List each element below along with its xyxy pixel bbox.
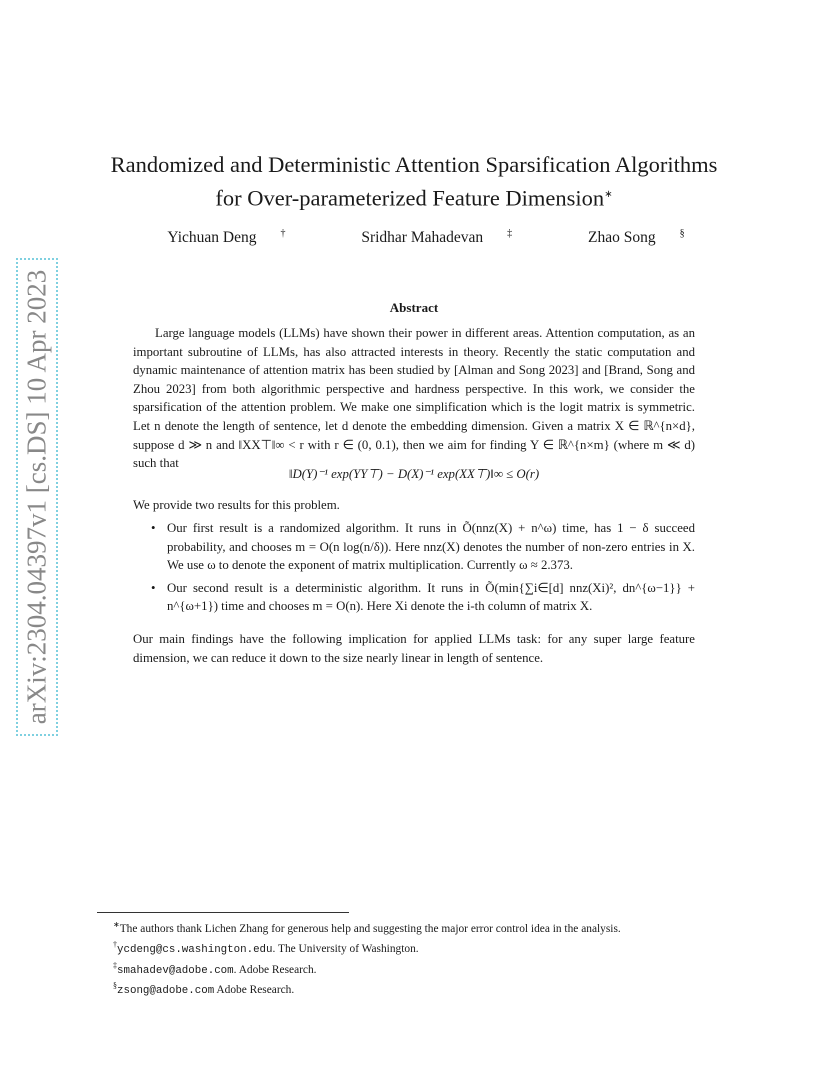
author: Yichuan Deng † — [167, 228, 286, 247]
list-item: • Our first result is a randomized algorithm. It runs in Õ(nnz(X) + n^ω) time, has 1 − δ succeed probability, and chooses m = O(n log(n/δ)). Here nnz(X) denotes the number of non-zero entries in X. We use ω to denote the exponent of matrix multiplication. Currently ω ≈ 2.373. — [133, 519, 695, 575]
arxiv-id-text: arXiv:2304.04397v1 [cs.DS] 10 Apr 2023 — [21, 269, 52, 725]
footnote: ‡smahadev@adobe.com. Adobe Research. — [113, 960, 317, 977]
abstract-heading: Abstract — [389, 300, 439, 315]
footnotes — [113, 917, 753, 999]
title-footnote-mark: ∗ — [604, 189, 613, 200]
email-link[interactable]: smahadev@adobe.com — [117, 964, 234, 977]
findings-paragraph: Our main findings have the following implication for applied LLMs task: for any super large feature dimension, we can reduce it down to the size nearly linear in length of sentence. — [133, 632, 695, 665]
footnote: ∗The authors thank Lichen Zhang for generous help and suggesting the major error control idea in the analysis. — [113, 920, 621, 935]
main-equation: ‖D(Y)⁻¹ exp(YY⊤) − D(X)⁻¹ exp(XX⊤)‖∞ ≤ O(r) — [288, 467, 540, 481]
email-link[interactable]: zsong@adobe.com — [117, 985, 215, 998]
email-link[interactable]: ycdeng@cs.washington.edu — [117, 943, 273, 956]
list-item: • Our second result is a deterministic algorithm. It runs in Õ(min{∑i∈[d] nnz(Xi)², dn^{ω−1}} + n^{ω+1}) time and chooses m = O(n). Here Xi denote the i-th column of matrix X. — [133, 579, 695, 616]
footnote: †ycdeng@cs.washington.edu. The University of Washington. — [113, 939, 419, 956]
title-line-2: for Over-parameterized Feature Dimension∗ — [215, 185, 613, 211]
paper-title — [0, 150, 828, 214]
footnote: §zsong@adobe.com Adobe Research. — [113, 981, 295, 998]
results-intro: We provide two results for this problem. — [133, 498, 340, 512]
title-line-1: Randomized and Deterministic Attention Sparsification Algorithms — [110, 152, 718, 177]
results-list — [133, 519, 695, 620]
author: Sridhar Mahadevan ‡ — [361, 228, 513, 247]
footnote-divider — [97, 912, 349, 913]
author: Zhao Song § — [588, 228, 685, 247]
author-list — [0, 228, 828, 247]
arxiv-side-stamp — [16, 258, 58, 736]
abstract-paragraph: Large language models (LLMs) have shown their power in different areas. Attention computation, as an important subroutine of LLMs, has also attracted interests in theory. Recently the static computation and dynamic maintenance of attention matrix has been studied by [Alman and Song 2023] and [Brand, Song and Zhou 2023] from both algorithmic perspective and hardness perspective. In this work, we consider the sparsification of the attention problem. We make one simplification which is the logit matrix is symmetric. Let n denote the length of sentence, let d denote the embedding dimension. Given a matrix X ∈ ℝ^{n×d}, suppose d ≫ n and ‖XX⊤‖∞ < r with r ∈ (0, 0.1), then we aim for finding Y ∈ ℝ^{n×m} (where m ≪ d) such that — [133, 326, 695, 471]
